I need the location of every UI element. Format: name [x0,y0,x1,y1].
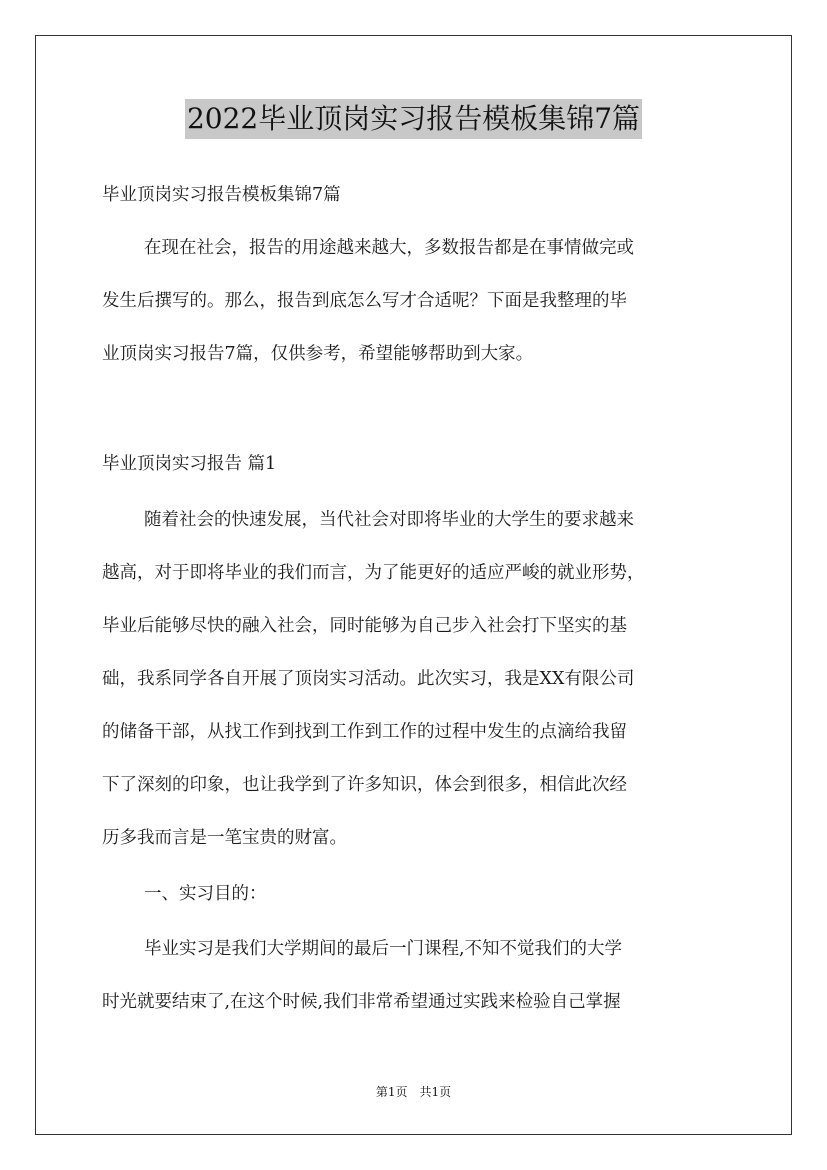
paragraph-line: 时光就要结束了,在这个时候,我们非常希望通过实践来检验自己掌握 [102,992,621,1012]
subsection-heading: 一、实习目的： [144,884,267,904]
paragraph-line: 随着社会的快速发展，当代社会对即将毕业的大学生的要求越来 [144,510,634,530]
paragraph-line: 下了深刻的印象，也让我学到了许多知识，体会到很多，相信此次经 [102,775,627,795]
paragraph-line: 在现在社会，报告的用途越来越大，多数报告都是在事情做完或 [144,238,634,258]
document-title: 2022毕业顶岗实习报告模板集锦7篇 [185,99,642,139]
section-heading: 毕业顶岗实习报告 篇1 [102,454,277,474]
paragraph-line: 发生后撰写的。那么，报告到底怎么写才合适呢？下面是我整理的毕 [102,291,627,311]
paragraph-line: 础，我系同学各自开展了顶岗实习活动。此次实习，我是XX有限公司 [102,669,635,689]
subtitle-line: 毕业顶岗实习报告模板集锦7篇 [102,185,341,205]
paragraph-line: 历多我而言是一笔宝贵的财富。 [102,828,347,848]
paragraph-line: 毕业实习是我们大学期间的最后一门课程,不知不觉我们的大学 [144,939,623,959]
page-number-footer: 第1页 共1页 [375,1085,452,1099]
title-container [0,99,827,139]
paragraph-line: 越高，对于即将毕业的我们而言，为了能更好的适应严峻的就业形势， [102,563,645,583]
paragraph-line: 业顶岗实习报告7篇，仅供参考，希望能够帮助到大家。 [102,344,534,364]
paragraph-line: 毕业后能够尽快的融入社会，同时能够为自己步入社会打下坚实的基 [102,616,627,636]
paragraph-line: 的储备干部，从找工作到找到工作到工作的过程中发生的点滴给我留 [102,722,627,742]
